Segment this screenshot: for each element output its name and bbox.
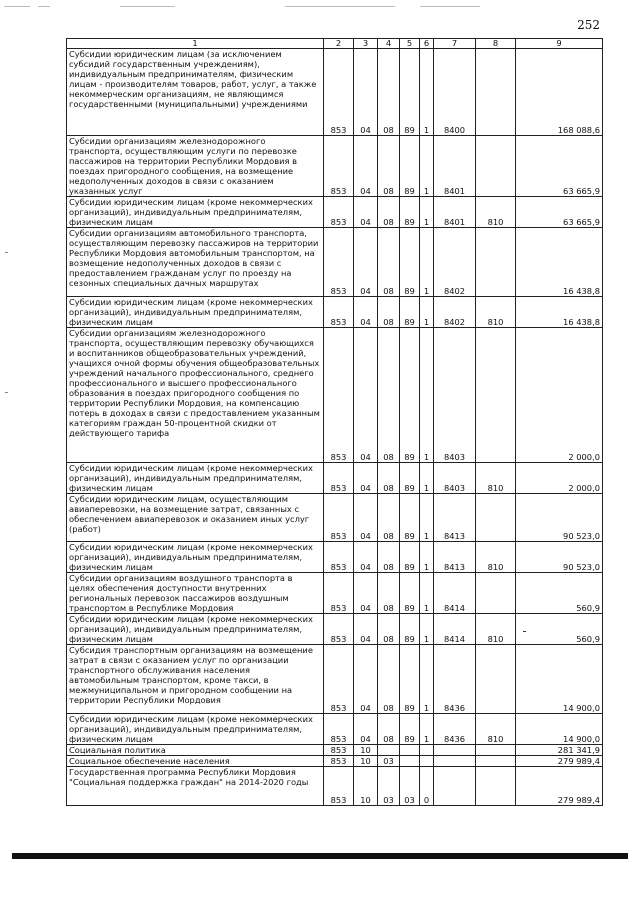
row-amount: 90 523,0 <box>516 542 603 573</box>
scan-top-edge <box>0 6 640 8</box>
row-code-c7: 8402 <box>434 228 476 297</box>
table-row <box>67 573 603 614</box>
row-code-c2: 853 <box>324 542 354 573</box>
row-code-c7 <box>434 756 476 767</box>
row-code-c5: 89 <box>400 494 420 542</box>
row-code-c7: 8413 <box>434 494 476 542</box>
row-code-c5: 03 <box>400 767 420 806</box>
row-code-c2: 853 <box>324 614 354 645</box>
row-code-c6: 1 <box>420 573 434 614</box>
row-code-c6: 1 <box>420 463 434 494</box>
table-row <box>67 463 603 494</box>
row-code-c8 <box>476 136 516 197</box>
row-code-c5: 89 <box>400 49 420 136</box>
row-code-c3: 04 <box>354 136 378 197</box>
row-code-c3: 10 <box>354 745 378 756</box>
row-code-c5: 89 <box>400 542 420 573</box>
row-code-c6: 1 <box>420 49 434 136</box>
row-amount: 279 989,4 <box>516 767 603 806</box>
row-code-c5: 89 <box>400 328 420 463</box>
row-amount: 560,9 <box>516 614 603 645</box>
scan-mark <box>5 392 8 393</box>
row-code-c6: 1 <box>420 228 434 297</box>
row-code-c8 <box>476 49 516 136</box>
row-amount: 63 665,9 <box>516 136 603 197</box>
header-cell-3: 3 <box>354 39 378 49</box>
row-amount: 2 000,0 <box>516 328 603 463</box>
row-code-c8: 810 <box>476 463 516 494</box>
row-amount: 14 900,0 <box>516 714 603 745</box>
row-code-c2: 853 <box>324 328 354 463</box>
row-description: Социальное обеспечение населения <box>67 756 324 767</box>
table-row <box>67 614 603 645</box>
row-description: Субсидии организациям железнодорожного транспорта, осуществляющим услуги по перевозке пассажиров на территории Республики Мордовия в поездах пригородного сообщения, на возмещение недополученных доходов в связи с оказанием указанных услуг <box>67 136 324 197</box>
row-code-c4: 08 <box>378 714 400 745</box>
row-code-c8 <box>476 494 516 542</box>
table-row <box>67 297 603 328</box>
table-row <box>67 494 603 542</box>
row-code-c5: 89 <box>400 197 420 228</box>
row-description: Субсидии юридическим лицам (кроме некоммерческих организаций), индивидуальным предпринимателям, физическим лицам <box>67 614 324 645</box>
row-code-c7: 8436 <box>434 645 476 714</box>
row-amount: 560,9 <box>516 573 603 614</box>
row-code-c4: 08 <box>378 614 400 645</box>
table-row <box>67 756 603 767</box>
row-code-c2: 853 <box>324 197 354 228</box>
header-cell-2: 2 <box>324 39 354 49</box>
row-code-c8 <box>476 328 516 463</box>
row-code-c5: 89 <box>400 645 420 714</box>
row-code-c8: 810 <box>476 614 516 645</box>
row-code-c3: 04 <box>354 645 378 714</box>
row-code-c5: 89 <box>400 228 420 297</box>
row-code-c6: 1 <box>420 328 434 463</box>
header-cell-8: 8 <box>476 39 516 49</box>
row-code-c4: 08 <box>378 297 400 328</box>
row-amount: 281 341,9 <box>516 745 603 756</box>
row-code-c2: 853 <box>324 645 354 714</box>
row-code-c6: 1 <box>420 494 434 542</box>
row-code-c8: 810 <box>476 714 516 745</box>
row-code-c3: 04 <box>354 614 378 645</box>
row-code-c6 <box>420 756 434 767</box>
row-code-c8 <box>476 645 516 714</box>
row-code-c2: 853 <box>324 573 354 614</box>
scan-mark <box>5 252 8 253</box>
row-code-c4: 03 <box>378 756 400 767</box>
row-code-c4: 08 <box>378 573 400 614</box>
row-code-c6 <box>420 745 434 756</box>
row-code-c3: 04 <box>354 573 378 614</box>
budget-table <box>66 38 603 806</box>
header-cell-4: 4 <box>378 39 400 49</box>
row-code-c7: 8400 <box>434 49 476 136</box>
row-code-c8 <box>476 756 516 767</box>
row-code-c2: 853 <box>324 494 354 542</box>
row-code-c4: 08 <box>378 197 400 228</box>
table-row <box>67 328 603 463</box>
row-amount: 16 438,8 <box>516 228 603 297</box>
row-code-c8: 810 <box>476 297 516 328</box>
row-code-c7: 8402 <box>434 297 476 328</box>
row-code-c7: 8403 <box>434 463 476 494</box>
table-row <box>67 197 603 228</box>
header-cell-7: 7 <box>434 39 476 49</box>
row-code-c7: 8436 <box>434 714 476 745</box>
header-cell-9: 9 <box>516 39 603 49</box>
row-code-c5: 89 <box>400 714 420 745</box>
row-amount: 14 900,0 <box>516 645 603 714</box>
row-code-c7: 8401 <box>434 136 476 197</box>
table-row <box>67 136 603 197</box>
row-code-c2: 853 <box>324 714 354 745</box>
page-number: 252 <box>577 18 600 32</box>
row-code-c6: 1 <box>420 197 434 228</box>
row-description: Субсидии юридическим лицам (кроме некоммерческих организаций), индивидуальным предпринимателям, физическим лицам <box>67 197 324 228</box>
row-description: Субсидии юридическим лицам (кроме некоммерческих организаций), индивидуальным предпринимателям, физическим лицам <box>67 542 324 573</box>
row-code-c4: 08 <box>378 645 400 714</box>
header-cell-6: 6 <box>420 39 434 49</box>
table-row <box>67 767 603 806</box>
row-code-c7 <box>434 745 476 756</box>
row-code-c7: 8401 <box>434 197 476 228</box>
row-code-c3: 04 <box>354 494 378 542</box>
row-description: Субсидии юридическим лицам (за исключением субсидий государственным учреждениям), индивидуальным предпринимателям, физическим лицам - производителям товаров, работ, услуг, а также некоммерческим организациям, не являющимся государственными (муниципальными) учреждениями <box>67 49 324 136</box>
row-description: Субсидии юридическим лицам (кроме некоммерческих организаций), индивидуальным предпринимателям, физическим лицам <box>67 463 324 494</box>
footer-bar <box>12 853 628 859</box>
row-description: Субсидии юридическим лицам (кроме некоммерческих организаций), индивидуальным предпринимателям, физическим лицам <box>67 714 324 745</box>
row-code-c6: 1 <box>420 645 434 714</box>
row-code-c8: 810 <box>476 197 516 228</box>
row-amount: 168 088,6 <box>516 49 603 136</box>
row-code-c3: 04 <box>354 49 378 136</box>
margin-tick <box>523 631 526 632</box>
row-code-c7: 8403 <box>434 328 476 463</box>
row-code-c2: 853 <box>324 756 354 767</box>
row-code-c3: 04 <box>354 714 378 745</box>
table-row <box>67 49 603 136</box>
row-amount: 2 000,0 <box>516 463 603 494</box>
row-code-c7 <box>434 767 476 806</box>
row-code-c5: 89 <box>400 573 420 614</box>
row-description: Субсидии юридическим лицам (кроме некоммерческих организаций), индивидуальным предпринимателям, физическим лицам <box>67 297 324 328</box>
row-code-c2: 853 <box>324 136 354 197</box>
row-code-c4: 08 <box>378 136 400 197</box>
row-amount: 279 989,4 <box>516 756 603 767</box>
table-body <box>67 49 603 806</box>
row-code-c5: 89 <box>400 297 420 328</box>
row-code-c4: 08 <box>378 328 400 463</box>
row-code-c6: 1 <box>420 614 434 645</box>
row-code-c3: 04 <box>354 542 378 573</box>
row-code-c8 <box>476 745 516 756</box>
row-code-c6: 0 <box>420 767 434 806</box>
header-cell-5: 5 <box>400 39 420 49</box>
row-amount: 63 665,9 <box>516 197 603 228</box>
row-code-c3: 10 <box>354 767 378 806</box>
row-code-c3: 04 <box>354 297 378 328</box>
row-code-c3: 04 <box>354 228 378 297</box>
header-row <box>67 39 603 49</box>
row-code-c4 <box>378 745 400 756</box>
row-code-c2: 853 <box>324 767 354 806</box>
row-code-c7: 8413 <box>434 542 476 573</box>
header-cell-1: 1 <box>67 39 324 49</box>
row-description: Субсидия транспортным организациям на возмещение затрат в связи с оказанием услуг по организации транспортного обслуживания населения автомобильным транспортом, кроме такси, в межмуниципальном и пригородном сообщении на территории Республики Мордовия <box>67 645 324 714</box>
row-amount: 16 438,8 <box>516 297 603 328</box>
row-code-c3: 04 <box>354 328 378 463</box>
row-code-c6: 1 <box>420 136 434 197</box>
table-row <box>67 542 603 573</box>
row-code-c4: 08 <box>378 494 400 542</box>
row-code-c4: 08 <box>378 542 400 573</box>
row-code-c8: 810 <box>476 542 516 573</box>
row-code-c6: 1 <box>420 714 434 745</box>
row-amount: 90 523,0 <box>516 494 603 542</box>
row-description: Субсидии организациям воздушного транспорта в целях обеспечения доступности внутренних региональных перевозок пассажиров воздушным транспортом в Республике Мордовия <box>67 573 324 614</box>
row-code-c5 <box>400 756 420 767</box>
row-code-c4: 08 <box>378 463 400 494</box>
row-description: Государственная программа Республики Мордовия "Социальная поддержка граждан" на 2014-2020 годы <box>67 767 324 806</box>
row-code-c7: 8414 <box>434 573 476 614</box>
row-code-c2: 853 <box>324 49 354 136</box>
row-code-c7: 8414 <box>434 614 476 645</box>
row-code-c5 <box>400 745 420 756</box>
row-code-c5: 89 <box>400 463 420 494</box>
row-code-c2: 853 <box>324 297 354 328</box>
row-code-c4: 08 <box>378 228 400 297</box>
row-code-c3: 04 <box>354 463 378 494</box>
row-description: Субсидии организациям железнодорожного транспорта, осуществляющим перевозку обучающихся и воспитанников общеобразовательных учреждений, учащихся очной формы обучения общеобразовательных учреждений начального профессионального, среднего профессионального и высшего профессионального образования в поездах пригородного сообщения по территории Республики Мордовия, на компенсацию потерь в доходах в связи с предоставлением указанным категориям граждан 50-процентной скидки от действующего тарифа <box>67 328 324 463</box>
row-code-c2: 853 <box>324 745 354 756</box>
table-row <box>67 714 603 745</box>
row-code-c2: 853 <box>324 228 354 297</box>
row-description: Субсидии организациям автомобильного транспорта, осуществляющим перевозку пассажиров на территории Республики Мордовия автомобильным транспортом, на возмещение недополученных доходов в связи с предоставлением гражданам услуг по проезду на сезонных специальных дачных маршрутах <box>67 228 324 297</box>
row-code-c8 <box>476 767 516 806</box>
row-code-c3: 10 <box>354 756 378 767</box>
row-code-c8 <box>476 228 516 297</box>
table-row <box>67 745 603 756</box>
row-code-c4: 03 <box>378 767 400 806</box>
table-row <box>67 228 603 297</box>
row-code-c4: 08 <box>378 49 400 136</box>
row-code-c6: 1 <box>420 297 434 328</box>
row-code-c5: 89 <box>400 136 420 197</box>
row-code-c8 <box>476 573 516 614</box>
table-row <box>67 645 603 714</box>
row-code-c3: 04 <box>354 197 378 228</box>
row-code-c6: 1 <box>420 542 434 573</box>
row-code-c5: 89 <box>400 614 420 645</box>
row-description: Субсидии юридическим лицам, осуществляющим авиаперевозки, на возмещение затрат, связанных с обеспечением авиаперевозок и оказанием иных услуг (работ) <box>67 494 324 542</box>
row-code-c2: 853 <box>324 463 354 494</box>
row-description: Социальная политика <box>67 745 324 756</box>
